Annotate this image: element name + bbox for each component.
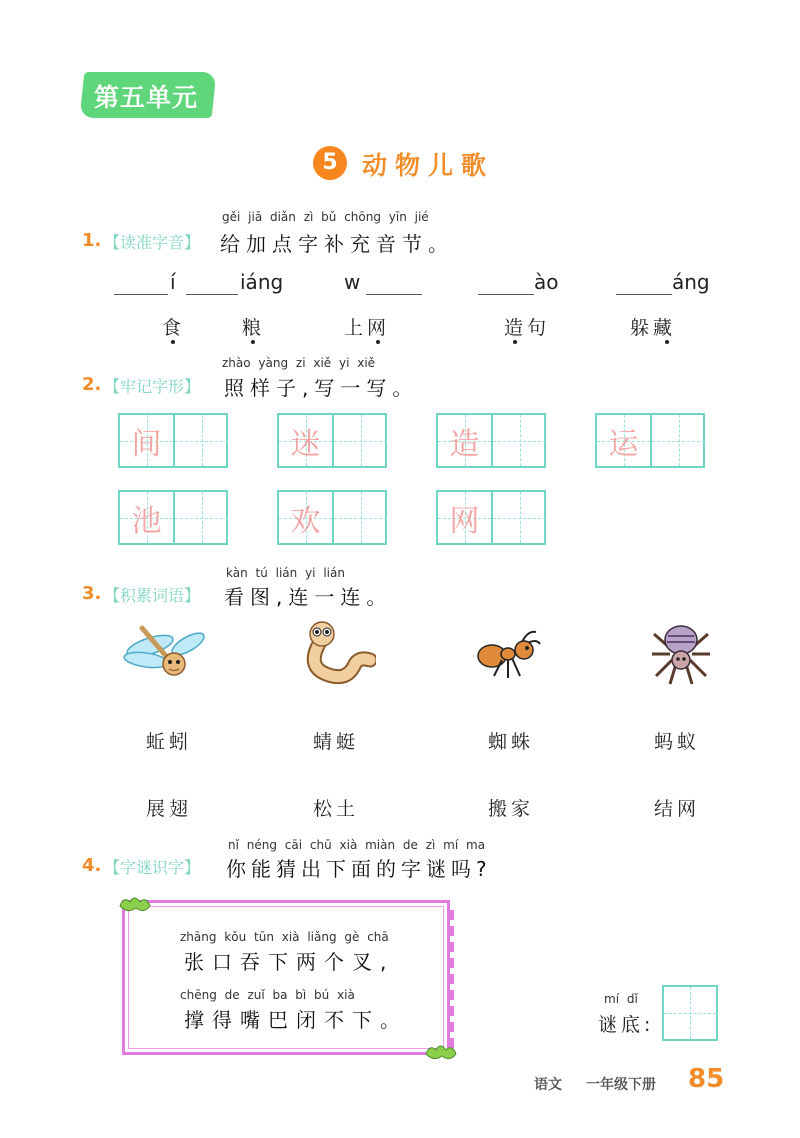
q1-word: 躲藏 xyxy=(630,317,677,339)
writing-grid[interactable] xyxy=(436,490,546,545)
animal-action[interactable]: 展翅 xyxy=(146,798,193,820)
footer-subject: 语文 xyxy=(534,1077,562,1093)
unit-label: 第五单元 xyxy=(94,83,199,112)
q1-number: 1. xyxy=(82,230,102,251)
writing-grid[interactable] xyxy=(436,413,546,468)
model-character: 迷 xyxy=(290,427,321,462)
footer-grade: 一年级下册 xyxy=(586,1077,656,1093)
emphasis-dot xyxy=(665,340,669,344)
model-character: 造 xyxy=(449,427,480,462)
q1-title: 给加点字补充音节。 xyxy=(220,232,454,256)
dragonfly-picture[interactable] xyxy=(122,620,212,682)
q4-tag: 【字谜识字】 xyxy=(104,858,201,877)
q1-tag: 【读准字音】 xyxy=(104,233,201,252)
animal-action[interactable]: 结网 xyxy=(654,798,701,820)
writing-grid[interactable] xyxy=(118,413,228,468)
spider-picture[interactable] xyxy=(650,618,712,686)
earthworm-picture[interactable] xyxy=(300,620,376,686)
lesson-number-badge: 5 xyxy=(313,146,347,180)
q3-number: 3. xyxy=(82,583,102,604)
model-character: 池 xyxy=(131,504,162,539)
q2-pinyin: zhào yàng zi xiě yi xiě xyxy=(222,356,376,370)
q2-tag: 【牢记字形】 xyxy=(104,377,201,396)
ant-picture[interactable] xyxy=(474,624,544,682)
leaf-decoration-icon xyxy=(118,894,152,914)
answer-label: 谜底: xyxy=(598,1014,655,1036)
model-character: 网 xyxy=(449,504,480,539)
q1-word: 造句 xyxy=(504,317,551,339)
q3-tag: 【积累词语】 xyxy=(104,586,201,605)
riddle-pinyin: zhāng kǒu tūn xià liǎng gè chā xyxy=(180,930,389,944)
q1-word: 食 xyxy=(162,317,186,339)
q1-word: 粮 xyxy=(242,317,266,339)
writing-grid[interactable] xyxy=(118,490,228,545)
writing-grid[interactable] xyxy=(595,413,705,468)
pinyin-fragment: w xyxy=(344,270,361,294)
pinyin-fragment: í xyxy=(170,270,176,294)
answer-box[interactable] xyxy=(662,985,718,1041)
emphasis-dot xyxy=(376,340,380,344)
q1-pinyin: gěi jiā diǎn zì bǔ chōng yīn jié xyxy=(222,210,429,224)
animal-action[interactable]: 松土 xyxy=(313,798,360,820)
q2-title: 照样子,写一写。 xyxy=(224,376,419,400)
leaf-decoration-icon xyxy=(424,1042,458,1062)
answer-blank[interactable] xyxy=(366,294,422,295)
animal-name[interactable]: 蚯蚓 xyxy=(146,731,193,753)
riddle-line: 张口吞下两个叉, xyxy=(184,950,395,974)
animal-name[interactable]: 蜻蜓 xyxy=(313,731,360,753)
q4-title: 你能猜出下面的字谜吗? xyxy=(226,857,492,881)
animal-action[interactable]: 搬家 xyxy=(488,798,535,820)
answer-blank[interactable] xyxy=(616,294,672,295)
pinyin-fragment: áng xyxy=(672,270,710,294)
q4-pinyin: nǐ néng cāi chū xià miàn de zì mí ma xyxy=(228,838,486,852)
q4-number: 4. xyxy=(82,855,102,876)
answer-blank[interactable] xyxy=(114,294,168,295)
pinyin-fragment: ào xyxy=(534,270,559,294)
model-character: 间 xyxy=(131,427,162,462)
answer-blank[interactable] xyxy=(478,294,534,295)
model-character: 运 xyxy=(608,427,639,462)
animal-name[interactable]: 蚂蚁 xyxy=(654,731,701,753)
answer-blank[interactable] xyxy=(186,294,238,295)
q3-title: 看图,连一连。 xyxy=(224,585,393,609)
emphasis-dot xyxy=(251,340,255,344)
writing-grid[interactable] xyxy=(277,490,387,545)
riddle-pinyin: chēng de zuǐ ba bì bú xià xyxy=(180,988,355,1002)
model-character: 欢 xyxy=(290,504,321,539)
lesson-title: 动物儿歌 xyxy=(362,151,495,180)
animal-name[interactable]: 蜘蛛 xyxy=(488,731,535,753)
page-number: 85 xyxy=(688,1064,725,1094)
pinyin-fragment: iáng xyxy=(240,270,284,294)
q2-number: 2. xyxy=(82,374,102,395)
emphasis-dot xyxy=(513,340,517,344)
riddle-line: 撑得嘴巴闭不下。 xyxy=(184,1008,408,1032)
writing-grid[interactable] xyxy=(277,413,387,468)
emphasis-dot xyxy=(171,340,175,344)
answer-pinyin: mí dǐ xyxy=(604,992,638,1006)
q3-pinyin: kàn tú lián yi lián xyxy=(226,566,345,580)
q1-word: 上网 xyxy=(344,317,391,339)
